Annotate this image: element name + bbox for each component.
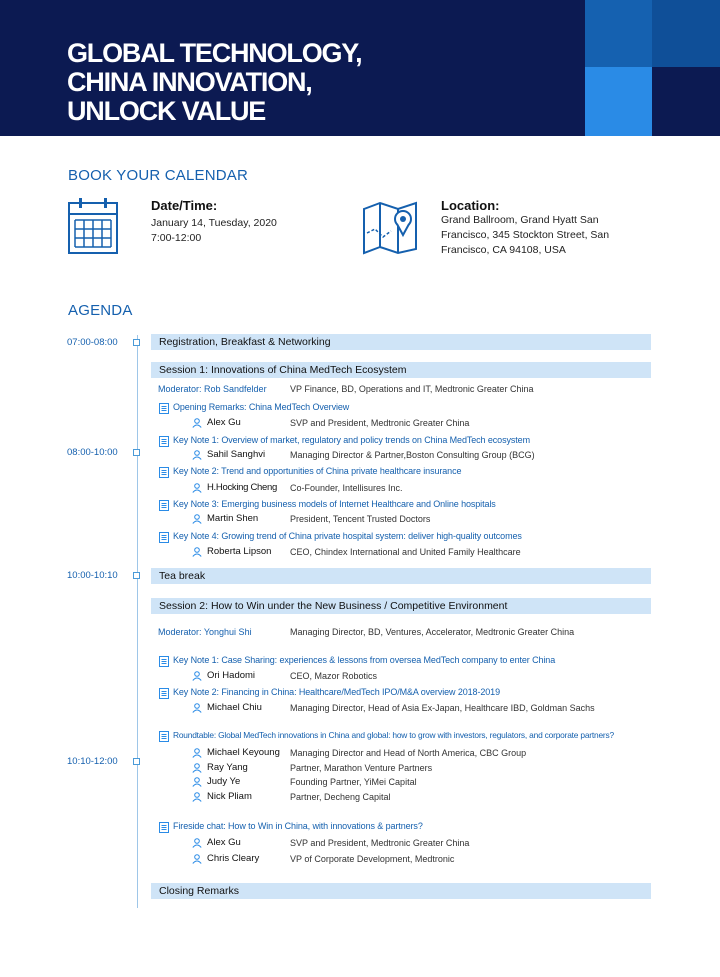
decor-square — [652, 67, 720, 136]
speaker-role: Partner, Marathon Venture Partners — [290, 763, 433, 773]
person-icon — [192, 763, 202, 773]
person-icon — [192, 838, 202, 848]
speaker-name: Alex Gu — [207, 417, 241, 428]
location-line: Grand Ballroom, Grand Hyatt San — [441, 214, 599, 226]
agenda-bar: Tea break — [151, 568, 651, 584]
speaker-role: SVP and President, Medtronic Greater China — [290, 838, 470, 848]
speaker-role: Managing Director, Head of Asia Ex-Japan, Healthcare IBD, Goldman Sachs — [290, 703, 595, 713]
person-icon — [192, 547, 202, 557]
talk-title: Key Note 4: Growing trend of China private hospital system: deliver high-quality outcomes — [173, 531, 522, 541]
speaker-name: Roberta Lipson — [207, 546, 272, 557]
document-icon — [159, 822, 169, 833]
person-icon — [192, 777, 202, 787]
location-label: Location: — [441, 198, 500, 213]
session-bar: Session 2: How to Win under the New Business / Competitive Environment — [151, 598, 651, 614]
speaker-name: H.Hocking Cheng — [207, 482, 277, 493]
session-bar: Session 1: Innovations of China MedTech Ecosystem — [151, 362, 651, 378]
document-icon — [159, 731, 169, 742]
location-line: Francisco, CA 94108, USA — [441, 244, 566, 256]
document-icon — [159, 500, 169, 511]
agenda-bar: Closing Remarks — [151, 883, 651, 899]
speaker-name: Michael Chiu — [207, 702, 262, 713]
person-icon — [192, 450, 202, 460]
talk-title: Fireside chat: How to Win in China, with innovations & partners? — [173, 821, 423, 831]
talk-title: Key Note 2: Financing in China: Healthcare/MedTech IPO/M&A overview 2018-2019 — [173, 687, 500, 697]
talk-title: Key Note 1: Overview of market, regulatory and policy trends on China MedTech ecosystem — [173, 435, 530, 445]
timeline-line — [137, 335, 138, 908]
moderator-role: Managing Director, BD, Ventures, Accelerator, Medtronic Greater China — [290, 627, 575, 637]
decor-square — [585, 67, 652, 136]
speaker-role: President, Tencent Trusted Doctors — [290, 514, 431, 524]
speaker-name: Sahil Sanghvi — [207, 449, 266, 460]
page-title-line-3: UNLOCK VALUE — [67, 96, 266, 126]
speaker-role: CEO, Chindex International and United Family Healthcare — [290, 547, 521, 557]
speaker-name: Judy Ye — [207, 776, 241, 787]
speaker-name: Nick Pliam — [207, 791, 252, 802]
speaker-name: Chris Cleary — [207, 853, 260, 864]
time-label: 10:00-10:10 — [67, 570, 118, 581]
time-label: 10:10-12:00 — [67, 756, 118, 767]
time-label: 07:00-08:00 — [67, 337, 118, 348]
page-title-line-2: CHINA INNOVATION, — [67, 67, 312, 97]
person-icon — [192, 483, 202, 493]
talk-title: Opening Remarks: China MedTech Overview — [173, 402, 350, 412]
person-icon — [192, 748, 202, 758]
person-icon — [192, 671, 202, 681]
speaker-role: Partner, Decheng Capital — [290, 792, 391, 802]
speaker-name: Ray Yang — [207, 762, 248, 773]
map-pin-icon — [361, 197, 419, 255]
person-icon — [192, 418, 202, 428]
document-icon — [159, 467, 169, 478]
document-icon — [159, 436, 169, 447]
speaker-name: Martin Shen — [207, 513, 259, 524]
time-label: 08:00-10:00 — [67, 447, 118, 458]
speaker-role: VP of Corporate Development, Medtronic — [290, 854, 455, 864]
timeline-marker — [133, 339, 140, 346]
document-icon — [159, 532, 169, 543]
document-icon — [159, 403, 169, 414]
person-icon — [192, 514, 202, 524]
speaker-name: Ori Hadomi — [207, 670, 256, 681]
speaker-role: Managing Director and Head of North America, CBC Group — [290, 748, 527, 758]
person-icon — [192, 792, 202, 802]
time-line: 7:00-12:00 — [151, 232, 202, 244]
calendar-heading: BOOK YOUR CALENDAR — [68, 167, 249, 184]
agenda-bar: Registration, Breakfast & Networking — [151, 334, 651, 350]
speaker-role: Managing Director & Partner,Boston Consulting Group (BCG) — [290, 450, 535, 460]
person-icon — [192, 703, 202, 713]
date-label: Date/Time: — [151, 198, 218, 213]
talk-title: Key Note 1: Case Sharing: experiences & lessons from oversea MedTech company to enter China — [173, 655, 556, 665]
timeline-marker — [133, 572, 140, 579]
speaker-name: Michael Keyoung — [207, 747, 280, 758]
moderator-role: VP Finance, BD, Operations and IT, Medtronic Greater China — [290, 384, 534, 394]
speaker-role: SVP and President, Medtronic Greater China — [290, 418, 470, 428]
talk-title: Key Note 2: Trend and opportunities of China private healthcare insurance — [173, 466, 462, 476]
decor-square — [585, 0, 652, 67]
talk-title: Roundtable: Global MedTech innovations in China and global: how to grow with investors, regulators, and corporate partners? — [173, 730, 614, 740]
document-icon — [159, 656, 169, 667]
decor-square — [652, 0, 720, 67]
timeline-marker — [133, 449, 140, 456]
speaker-name: Alex Gu — [207, 837, 241, 848]
speaker-role: Founding Partner, YiMei Capital — [290, 777, 417, 787]
location-line: Francisco, 345 Stockton Street, San — [441, 229, 610, 241]
page-title-line-1: GLOBAL TECHNOLOGY, — [67, 38, 362, 68]
document-icon — [159, 688, 169, 699]
timeline-marker — [133, 758, 140, 765]
talk-title: Key Note 3: Emerging business models of Internet Healthcare and Online hospitals — [173, 499, 496, 509]
agenda-heading: AGENDA — [68, 302, 133, 319]
person-icon — [192, 854, 202, 864]
speaker-role: Co-Founder, Intellisures Inc. — [290, 483, 403, 493]
moderator: Moderator: Yonghui Shi — [158, 627, 252, 637]
moderator: Moderator: Rob Sandfelder — [158, 384, 267, 394]
calendar-icon — [68, 197, 118, 255]
speaker-role: CEO, Mazor Robotics — [290, 671, 378, 681]
date-line: January 14, Tuesday, 2020 — [151, 217, 277, 229]
